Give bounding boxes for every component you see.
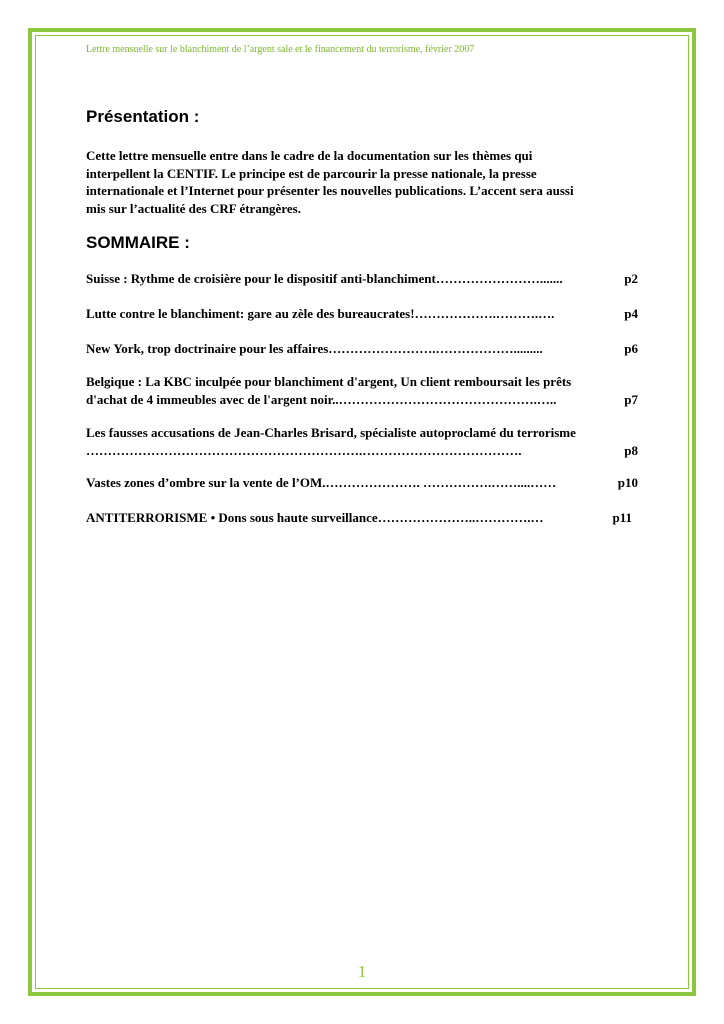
paragraph-line: internationale et l’Internet pour présenter les nouvelles publications. L’accent sera aussi — [86, 183, 574, 198]
toc-page-number: p10 — [617, 475, 638, 490]
toc-entry-title: Suisse : Rythme de croisière pour le dispositif anti-blanchiment — [86, 271, 436, 286]
toc-entry-brisard[interactable] — [86, 424, 638, 459]
toc-leader-dots: ……………………………………….….. — [338, 391, 557, 407]
toc-leader-dots: …………………..………….… — [377, 510, 544, 525]
toc-entry-title: ANTITERRORISME • Dons sous haute surveillance — [86, 510, 378, 525]
toc-entry-title: d'achat de 4 immeubles avec de l'argent noir.. — [86, 391, 339, 407]
paragraph-line: Cette lettre mensuelle entre dans le cadre de la documentation sur les thèmes qui — [86, 148, 533, 163]
toc-leader-dots: ……………………………………………………….………………………………. — [86, 442, 522, 458]
toc-page-number: p8 — [624, 442, 638, 458]
toc-leader-dots: ……………………....... — [435, 271, 563, 286]
toc-entry-title-line: Les fausses accusations de Jean-Charles Brisard, spécialiste autoproclamé du terrorisme — [86, 425, 576, 440]
toc-entry-belgique[interactable] — [86, 373, 638, 408]
toc-page-number: p4 — [624, 306, 638, 321]
paragraph-line: interpellent la CENTIF. Le principe est de parcourir la presse nationale, la presse — [86, 165, 537, 181]
toc-page-number: p7 — [624, 391, 638, 407]
toc-leader-dots: …………………. …………….……....…… — [325, 475, 557, 490]
page-number: 1 — [357, 962, 367, 981]
toc-leader-dots: …………………….………………......... — [328, 341, 543, 356]
paragraph-line: mis sur l’actualité des CRF étrangères. — [86, 200, 301, 216]
toc-leader-dots: ……………….……….…. — [414, 306, 555, 321]
toc-page-number: p6 — [624, 341, 638, 356]
toc-entry-title-line: Belgique : La KBC inculpée pour blanchiment d'argent, Un client remboursait les prêts — [86, 374, 572, 389]
sommaire-heading: SOMMAIRE : — [86, 233, 190, 252]
presentation-heading: Présentation : — [86, 107, 200, 126]
presentation-paragraph — [86, 147, 638, 217]
toc-entry-title: Vastes zones d’ombre sur la vente de l’OM. — [86, 475, 326, 490]
toc-page-number: p11 — [612, 510, 632, 525]
toc-entry-lutte[interactable] — [86, 305, 638, 323]
toc-entry-title: Lutte contre le blanchiment: gare au zèle des bureaucrates! — [86, 306, 415, 321]
toc-entry-suisse[interactable] — [86, 270, 638, 288]
toc-entry-title: New York, trop doctrinaire pour les affaires — [86, 341, 329, 356]
toc-entry-om[interactable] — [86, 474, 638, 492]
running-header: Lettre mensuelle sur le blanchiment de l’argent sale et le financement du terrorisme, février 2007 — [86, 44, 475, 55]
toc-entry-antiterrorisme[interactable] — [86, 509, 632, 527]
toc-entry-new-york[interactable] — [86, 340, 638, 358]
toc-page-number: p2 — [624, 271, 638, 286]
